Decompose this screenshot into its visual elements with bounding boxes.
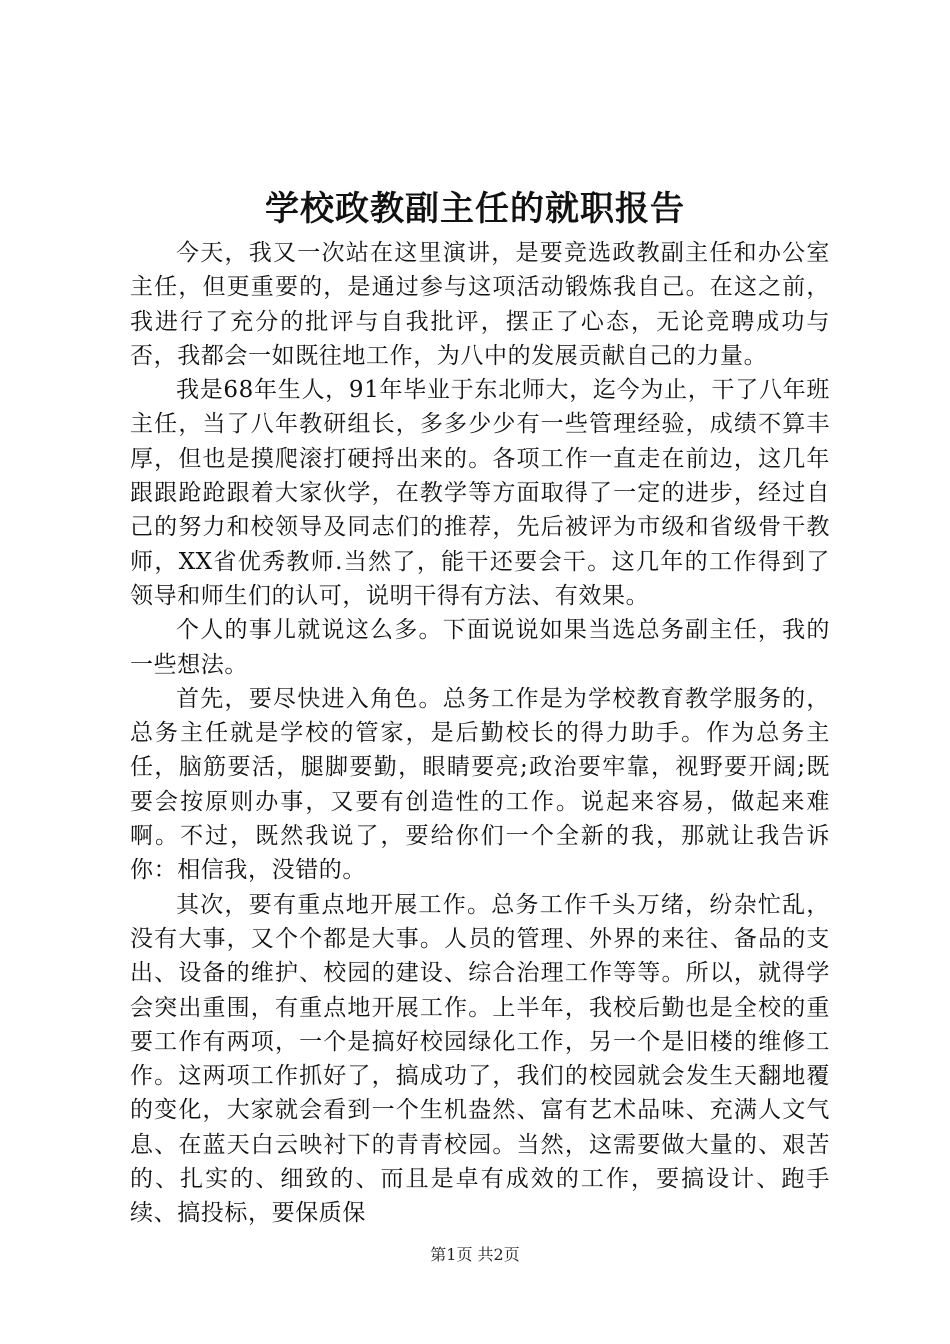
document-title: 学校政教副主任的就职报告 <box>265 189 685 229</box>
paragraph-5: 其次，要有重点地开展工作。总务工作千头万绪，纷杂忙乱，没有大事，又个个都是大事。人员的管理、外界的来往、备品的支出、设备的维护、校园的建设、综合治理工作等等。所以，就得学会突出重围，有重点地开展工作。上半年，我校后勤也是全校的重要工作有两项，一个是搞好校园绿化工作，另一个是旧楼的维修工作。这两项工作抓好了，搞成功了，我们的校园就会发生天翻地覆的变化，大家就会看到一个生机盎然、富有艺术品味、充满人文气息、在蓝天白云映衬下的青青校园。当然，这需要做大量的、艰苦的、扎实的、细致的、而且是卓有成效的工作，要搞设计、跑手续、搞投标，要保质保 <box>130 891 830 1227</box>
paragraph-2: 我是68年生人，91年毕业于东北师大，迄今为止，干了八年班主任，当了八年教研组长，多多少少有一些管理经验，成绩不算丰厚，但也是摸爬滚打硬捋出来的。各项工作一直走在前边，这几年跟跟跄跄跟着大家伙学，在教学等方面取得了一定的进步，经过自己的努力和校领导及同志们的推荐，先后被评为市级和省级骨干教师，XX省优秀教师.当然了，能干还要会干。这几年的工作得到了领导和师生们的认可，说明干得有方法、有效果。 <box>130 377 830 609</box>
paragraph-4: 首先，要尽快进入角色。总务工作是为学校教育教学服务的，总务主任就是学校的管家，是后勤校长的得力助手。作为总务主任，脑筋要活，腿脚要勤，眼睛要亮;政治要牢靠，视野要开阔;既要会按原则办事，又要有创造性的工作。说起来容易，做起来难啊。不过，既然我说了，要给你们一个全新的我，那就让我告诉你：相信我，没错的。 <box>130 685 830 884</box>
document-body <box>130 236 830 1231</box>
page-footer: 第1页 共2页 <box>430 1245 520 1264</box>
paragraph-1: 今天，我又一次站在这里演讲，是要竞选政教副主任和办公室主任，但更重要的，是通过参与这项活动锻炼我自己。在这之前，我进行了充分的批评与自我批评，摆正了心态，无论竞聘成功与否，我都会一如既往地工作，为八中的发展贡献自己的力量。 <box>130 240 830 369</box>
paragraph-3: 个人的事儿就说这么多。下面说说如果当选总务副主任，我的一些想法。 <box>130 617 830 678</box>
